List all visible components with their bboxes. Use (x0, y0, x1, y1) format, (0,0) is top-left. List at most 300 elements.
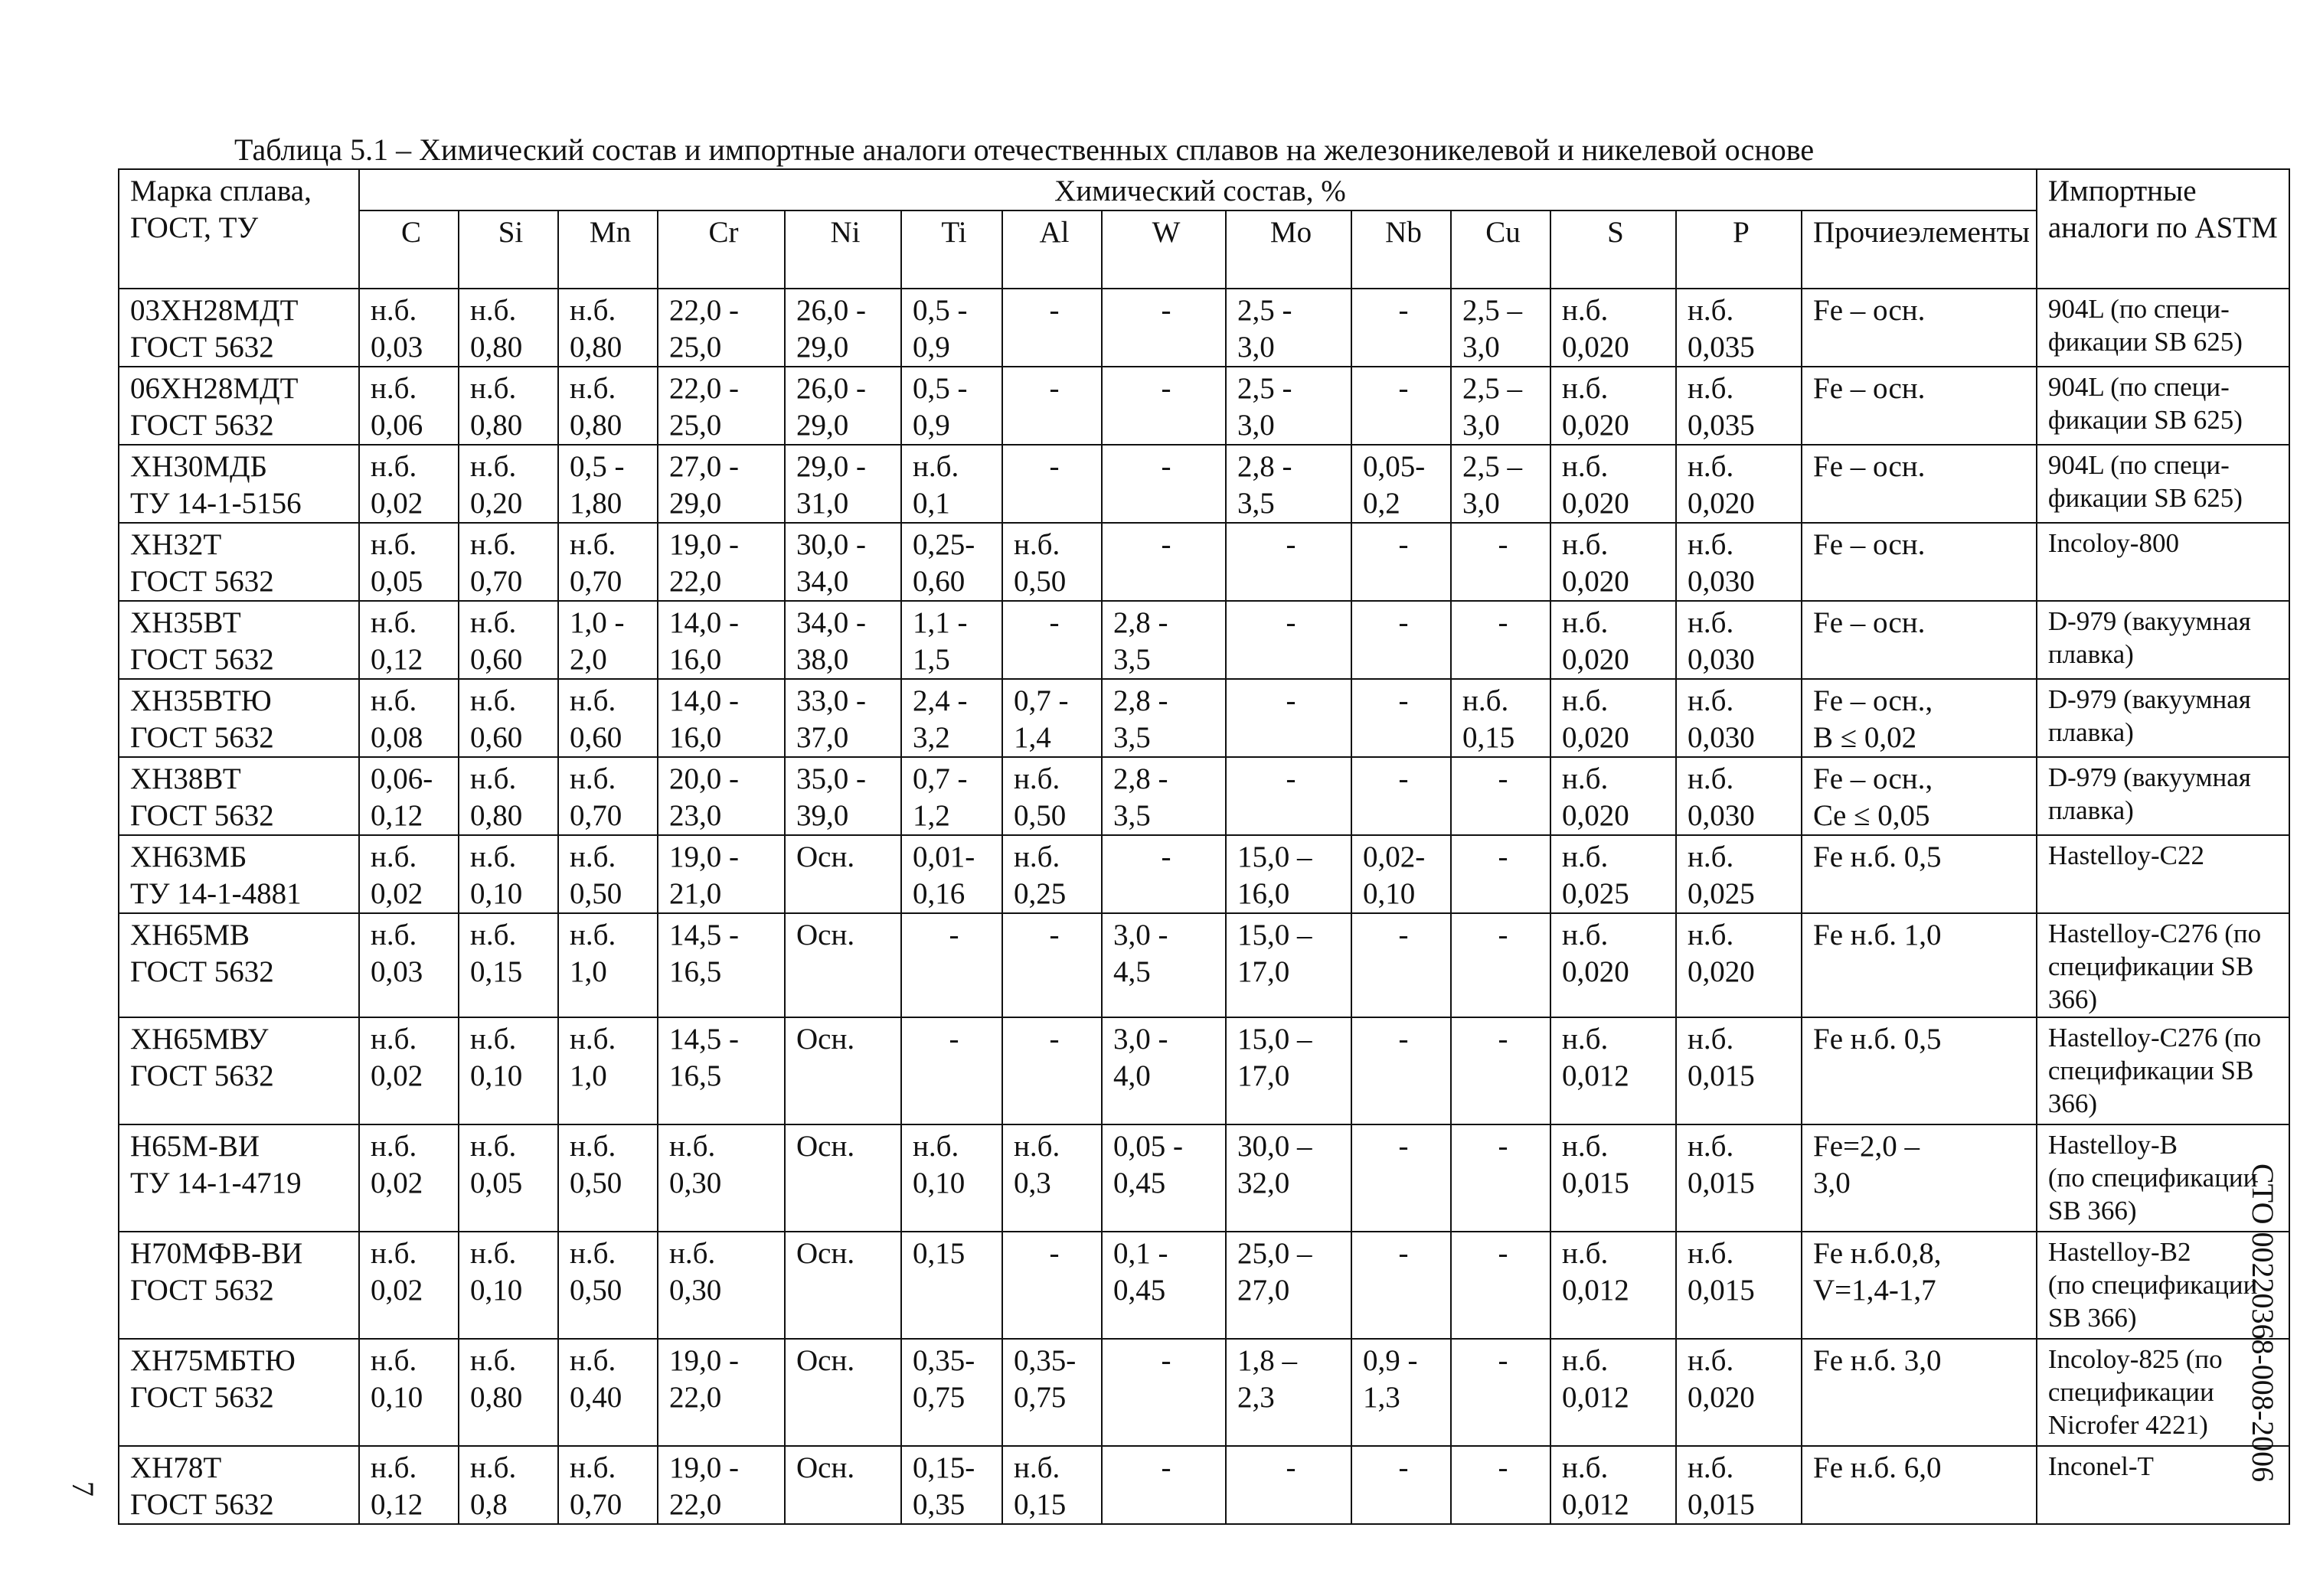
other-elements-header (1802, 211, 2037, 289)
value-line: 0,15- (913, 1451, 975, 1484)
analog-line: плавка) (2047, 717, 2134, 747)
value-line: - (1398, 372, 1409, 405)
value-line: 0,020 (1562, 409, 1629, 442)
value-cell (1451, 1124, 1550, 1232)
value-line: н.б. (1562, 528, 1609, 561)
value-line: 0,02 (371, 1274, 423, 1307)
value-line: 22,0 - (669, 372, 739, 405)
value-cell (1226, 445, 1351, 523)
grade-line: ХН65МВУ (130, 1023, 269, 1056)
value-line: н.б. (1688, 840, 1734, 873)
value-line: н.б. (913, 1130, 959, 1163)
analog-line: Nicrofer 4221) (2047, 1410, 2208, 1440)
value-cell (1802, 757, 2037, 835)
value-cell (901, 367, 1002, 445)
value-line: 0,030 (1688, 643, 1755, 676)
value-cell (1550, 913, 1676, 1017)
value-cell (558, 601, 658, 679)
value-cell (459, 367, 558, 445)
value-line: 26,0 - (796, 294, 866, 327)
value-line: 2,8 - (1237, 450, 1292, 483)
value-line: 0,035 (1688, 409, 1755, 442)
analog-header-line: Импортные (2047, 175, 2197, 207)
element-header: Cu (1451, 211, 1550, 289)
value-line: н.б. (1688, 1344, 1734, 1377)
value-cell (901, 601, 1002, 679)
value-line: 16,0 (1237, 877, 1290, 910)
analog-cell (2037, 913, 2289, 1017)
composition-header: Химический состав, % (359, 169, 2037, 211)
value-line: 0,06- (371, 762, 433, 795)
value-cell (658, 1124, 785, 1232)
value-line: - (1286, 606, 1296, 639)
grade-line: 06ХН28МДТ (130, 372, 299, 405)
value-line: 2,5 – (1462, 294, 1522, 327)
value-line: н.б. (1562, 1237, 1609, 1270)
value-line: Ce ≤ 0,05 (1813, 799, 1930, 832)
value-line: 16,0 (669, 721, 722, 754)
analog-cell (2037, 679, 2289, 757)
value-line: 0,015 (1688, 1059, 1755, 1092)
value-line: н.б. (1688, 528, 1734, 561)
value-cell (658, 445, 785, 523)
value-line: 0,035 (1688, 331, 1755, 364)
value-cell (1351, 1232, 1451, 1339)
value-cell (558, 757, 658, 835)
value-line: Fe=2,0 – (1813, 1130, 1920, 1163)
value-line: н.б. (913, 450, 959, 483)
element-header: Ti (901, 211, 1002, 289)
analog-line: 366) (2047, 1088, 2098, 1118)
value-line: Fe – осн. (1813, 372, 1926, 405)
value-line: - (949, 1023, 959, 1056)
value-cell (1002, 679, 1102, 757)
other-header-line: элементы (1907, 216, 2030, 249)
grade-line: ТУ 14-1-4881 (130, 877, 302, 910)
value-cell (1802, 1124, 2037, 1232)
page-number: 7 (66, 1481, 100, 1496)
value-line: 0,30 (669, 1274, 722, 1307)
value-line: н.б. (371, 1451, 417, 1484)
value-cell (1002, 1017, 1102, 1124)
analog-line: фикации SB 625) (2047, 483, 2243, 513)
element-header: Cr (658, 211, 785, 289)
value-line: 0,50 (1014, 799, 1067, 832)
element-header: Mn (558, 211, 658, 289)
value-cell (1102, 289, 1226, 367)
value-cell (1802, 601, 2037, 679)
value-cell (1550, 367, 1676, 445)
value-line: 0,60 (913, 565, 966, 598)
value-line: н.б. (1688, 1237, 1734, 1270)
value-line: Fe – осн. (1813, 528, 1926, 561)
value-line: 0,05- (1363, 450, 1426, 483)
value-line: - (1398, 606, 1409, 639)
value-line: н.б. (470, 1237, 517, 1270)
grade-cell (119, 1232, 359, 1339)
value-line: 0,16 (913, 877, 966, 910)
value-line: - (1049, 372, 1060, 405)
value-cell (1226, 367, 1351, 445)
value-line: 22,0 (669, 565, 722, 598)
value-line: - (1398, 1237, 1409, 1270)
value-line: Осн. (796, 919, 855, 951)
value-line: 19,0 - (669, 1451, 739, 1484)
value-line: н.б. (570, 1023, 616, 1056)
value-line: B ≤ 0,02 (1813, 721, 1917, 754)
element-header: P (1676, 211, 1802, 289)
grade-line: ГОСТ 5632 (130, 331, 274, 364)
value-line: н.б. (470, 528, 517, 561)
value-line: 4,0 (1113, 1059, 1151, 1092)
value-line: н.б. (371, 1023, 417, 1056)
value-line: 3,0 (1237, 331, 1275, 364)
value-line: Fe – осн., (1813, 762, 1933, 795)
value-line: 3,0 (1462, 409, 1500, 442)
value-line: 21,0 (669, 877, 722, 910)
value-cell (785, 835, 901, 913)
value-cell (785, 1124, 901, 1232)
element-header: C (359, 211, 459, 289)
value-line: н.б. (371, 1344, 417, 1377)
value-line: 0,10 (470, 877, 523, 910)
value-cell (1351, 601, 1451, 679)
value-line: 0,015 (1688, 1167, 1755, 1199)
value-line: н.б. (1688, 1130, 1734, 1163)
value-cell (1226, 913, 1351, 1017)
grade-header-line: Марка сплава, (130, 175, 312, 207)
value-cell (558, 1446, 658, 1524)
value-cell (1102, 523, 1226, 601)
value-cell (1550, 289, 1676, 367)
value-line: 0,015 (1562, 1167, 1629, 1199)
value-cell (901, 445, 1002, 523)
value-line: н.б. (1562, 606, 1609, 639)
value-line: Fe н.б.0,8, (1813, 1237, 1942, 1270)
value-cell (1351, 679, 1451, 757)
grade-line: ГОСТ 5632 (130, 643, 274, 676)
value-line: - (1161, 450, 1171, 483)
value-cell (558, 1017, 658, 1124)
value-line: 0,020 (1562, 955, 1629, 988)
value-line: н.б. (1014, 762, 1060, 795)
value-line: 26,0 - (796, 372, 866, 405)
value-cell (558, 835, 658, 913)
value-cell (901, 913, 1002, 1017)
value-line: н.б. (1562, 372, 1609, 405)
value-line: 19,0 - (669, 528, 739, 561)
value-cell (1550, 601, 1676, 679)
value-cell (1002, 1339, 1102, 1446)
value-line: 0,9 - (1363, 1344, 1418, 1377)
value-cell (1451, 757, 1550, 835)
value-cell (1802, 445, 2037, 523)
value-line: 32,0 (1237, 1167, 1290, 1199)
value-cell (1802, 679, 2037, 757)
table-row (119, 367, 2289, 445)
value-cell (901, 289, 1002, 367)
value-line: 0,80 (470, 409, 523, 442)
value-line: н.б. (1562, 1130, 1609, 1163)
value-line: н.б. (371, 450, 417, 483)
value-line: - (1498, 1344, 1508, 1377)
analog-line: 904L (по специ- (2047, 294, 2230, 324)
value-line: н.б. (669, 1237, 716, 1270)
value-line: - (1498, 1130, 1508, 1163)
value-line: 0,25- (913, 528, 975, 561)
value-cell (1226, 757, 1351, 835)
value-cell (1102, 835, 1226, 913)
grade-line: ХН35ВТЮ (130, 684, 272, 717)
value-line: 0,020 (1562, 487, 1629, 520)
value-line: н.б. (470, 606, 517, 639)
value-line: 0,030 (1688, 565, 1755, 598)
value-line: 0,75 (913, 1381, 966, 1414)
value-line: 16,5 (669, 1059, 722, 1092)
value-cell (1226, 601, 1351, 679)
grade-cell (119, 601, 359, 679)
value-line: 1,0 (570, 1059, 607, 1092)
value-cell (785, 679, 901, 757)
value-line: 3,5 (1113, 799, 1151, 832)
analog-cell (2037, 289, 2289, 367)
value-line: 29,0 (796, 331, 849, 364)
value-cell (785, 289, 901, 367)
value-line: н.б. (570, 528, 616, 561)
value-cell (901, 1339, 1002, 1446)
value-cell (1550, 679, 1676, 757)
element-header: Nb (1351, 211, 1451, 289)
value-line: 0,10 (371, 1381, 423, 1414)
grade-header (119, 169, 359, 289)
value-line: 0,1 - (1113, 1237, 1168, 1270)
grade-cell (119, 913, 359, 1017)
value-line: 1,0 (570, 955, 607, 988)
value-line: - (1398, 919, 1409, 951)
value-cell (459, 445, 558, 523)
value-line: 0,020 (1562, 331, 1629, 364)
grade-cell (119, 367, 359, 445)
table-row (119, 289, 2289, 367)
value-cell (1102, 367, 1226, 445)
value-cell (1676, 1232, 1802, 1339)
grade-line: ГОСТ 5632 (130, 409, 274, 442)
value-line: - (1498, 840, 1508, 873)
value-line: - (1286, 1451, 1296, 1484)
value-line: 0,15 (1014, 1488, 1067, 1521)
value-line: н.б. (1688, 1451, 1734, 1484)
element-header: S (1550, 211, 1676, 289)
value-cell (1550, 1339, 1676, 1446)
value-cell (1802, 367, 2037, 445)
value-line: н.б. (1014, 1130, 1060, 1163)
value-line: - (1161, 372, 1171, 405)
value-cell (1351, 1339, 1451, 1446)
value-line: 15,0 – (1237, 840, 1312, 873)
value-cell (901, 1124, 1002, 1232)
value-cell (1451, 835, 1550, 913)
analog-header-line: аналоги по (2047, 211, 2188, 244)
value-cell (459, 601, 558, 679)
value-line: 2,5 – (1462, 450, 1522, 483)
value-line: н.б. (1688, 294, 1734, 327)
value-cell (1550, 445, 1676, 523)
grade-line: Н70МФВ-ВИ (130, 1237, 303, 1270)
value-line: н.б. (1014, 528, 1060, 561)
value-line: - (1161, 528, 1171, 561)
value-line: н.б. (470, 1023, 517, 1056)
value-line: - (1161, 1344, 1171, 1377)
grade-line: ГОСТ 5632 (130, 565, 274, 598)
value-cell (785, 367, 901, 445)
value-line: - (1398, 1130, 1409, 1163)
value-line: - (1286, 528, 1296, 561)
grade-cell (119, 1446, 359, 1524)
value-line: - (1161, 294, 1171, 327)
value-line: 30,0 - (796, 528, 866, 561)
value-line: 0,020 (1562, 721, 1629, 754)
value-line: 0,012 (1562, 1059, 1629, 1092)
value-cell (1676, 445, 1802, 523)
value-line: 2,8 - (1113, 684, 1168, 717)
value-line: 0,030 (1688, 721, 1755, 754)
grade-line: ТУ 14-1-4719 (130, 1167, 302, 1199)
value-line: 0,60 (570, 721, 622, 754)
value-line: 19,0 - (669, 1344, 739, 1377)
value-cell (1002, 1124, 1102, 1232)
value-line: 0,40 (570, 1381, 622, 1414)
value-line: 0,50 (570, 1167, 622, 1199)
value-line: н.б. (470, 919, 517, 951)
value-line: 16,0 (669, 643, 722, 676)
value-cell (1451, 679, 1550, 757)
analog-line: плавка) (2047, 795, 2134, 825)
value-line: 0,25 (1014, 877, 1067, 910)
value-cell (459, 289, 558, 367)
value-cell (558, 679, 658, 757)
value-cell (1802, 1232, 2037, 1339)
value-line: 2,5 – (1462, 372, 1522, 405)
value-line: 2,8 - (1113, 762, 1168, 795)
value-cell (359, 1017, 459, 1124)
value-line: Fe н.б. 0,5 (1813, 1023, 1942, 1056)
value-cell (1676, 367, 1802, 445)
value-line: н.б. (1462, 684, 1509, 717)
value-line: 0,015 (1688, 1488, 1755, 1521)
grade-line: Н65М-ВИ (130, 1130, 260, 1163)
element-header: W (1102, 211, 1226, 289)
value-line: 0,30 (669, 1167, 722, 1199)
value-cell (1351, 367, 1451, 445)
value-line: 30,0 – (1237, 1130, 1312, 1163)
value-line: 0,15 (1462, 721, 1515, 754)
value-line: н.б. (371, 294, 417, 327)
value-line: 0,45 (1113, 1274, 1166, 1307)
value-line: 3,0 - (1113, 1023, 1168, 1056)
element-header: Si (459, 211, 558, 289)
value-line: 15,0 – (1237, 1023, 1312, 1056)
value-line: н.б. (371, 919, 417, 951)
value-cell (658, 1017, 785, 1124)
value-cell (785, 913, 901, 1017)
value-line: 29,0 - (796, 450, 866, 483)
value-cell (558, 1232, 658, 1339)
value-line: 0,02- (1363, 840, 1426, 873)
value-line: - (1398, 294, 1409, 327)
analog-line: D-979 (вакуумная (2047, 762, 2251, 792)
analog-line: Hastelloy-C22 (2047, 840, 2205, 870)
value-cell (901, 1232, 1002, 1339)
value-line: н.б. (1562, 840, 1609, 873)
value-line: н.б. (669, 1130, 716, 1163)
value-cell (1802, 1446, 2037, 1524)
analog-line: Hastelloy-C276 (по (2047, 1023, 2262, 1053)
value-cell (1676, 1446, 1802, 1524)
value-line: 0,35- (1014, 1344, 1077, 1377)
grade-line: ГОСТ 5632 (130, 1381, 274, 1414)
value-line: 1,4 (1014, 721, 1051, 754)
value-line: 0,60 (470, 643, 523, 676)
value-line: 14,5 - (669, 1023, 739, 1056)
value-line: 0,7 - (1014, 684, 1069, 717)
value-line: 0,3 (1014, 1167, 1051, 1199)
value-cell (1451, 1232, 1550, 1339)
value-cell (1550, 523, 1676, 601)
value-line: - (1049, 294, 1060, 327)
value-line: 14,0 - (669, 606, 739, 639)
value-cell (1451, 1017, 1550, 1124)
analog-line: 904L (по специ- (2047, 372, 2230, 402)
value-cell (359, 289, 459, 367)
analog-line: 366) (2047, 984, 2098, 1014)
value-cell (1451, 1339, 1550, 1446)
analog-line: фикации SB 625) (2047, 327, 2243, 357)
value-cell (785, 601, 901, 679)
analog-line: D-979 (вакуумная (2047, 606, 2251, 636)
value-line: 4,5 (1113, 955, 1151, 988)
value-line: - (1498, 528, 1508, 561)
value-line: 1,5 (913, 643, 950, 676)
value-line: 0,020 (1688, 955, 1755, 988)
value-cell (359, 601, 459, 679)
analog-line: плавка) (2047, 639, 2134, 669)
value-line: н.б. (570, 1130, 616, 1163)
value-line: 25,0 (669, 331, 722, 364)
analog-cell (2037, 445, 2289, 523)
value-cell (1226, 1232, 1351, 1339)
value-line: 0,020 (1562, 565, 1629, 598)
value-line: н.б. (1688, 372, 1734, 405)
value-cell (1676, 1017, 1802, 1124)
value-cell (1351, 523, 1451, 601)
value-cell (1002, 757, 1102, 835)
value-line: н.б. (570, 840, 616, 873)
value-line: н.б. (470, 762, 517, 795)
value-cell (359, 1232, 459, 1339)
table-row (119, 1232, 2289, 1339)
composition-table (118, 168, 2290, 1525)
value-cell (658, 1339, 785, 1446)
analog-line: (по спецификации (2047, 1163, 2258, 1193)
value-cell (1802, 523, 2037, 601)
value-cell (359, 523, 459, 601)
grade-cell (119, 289, 359, 367)
value-line: 0,70 (570, 1488, 622, 1521)
value-line: 0,50 (1014, 565, 1067, 598)
value-line: 29,0 (796, 409, 849, 442)
value-line: 22,0 (669, 1381, 722, 1414)
value-cell (1002, 835, 1102, 913)
